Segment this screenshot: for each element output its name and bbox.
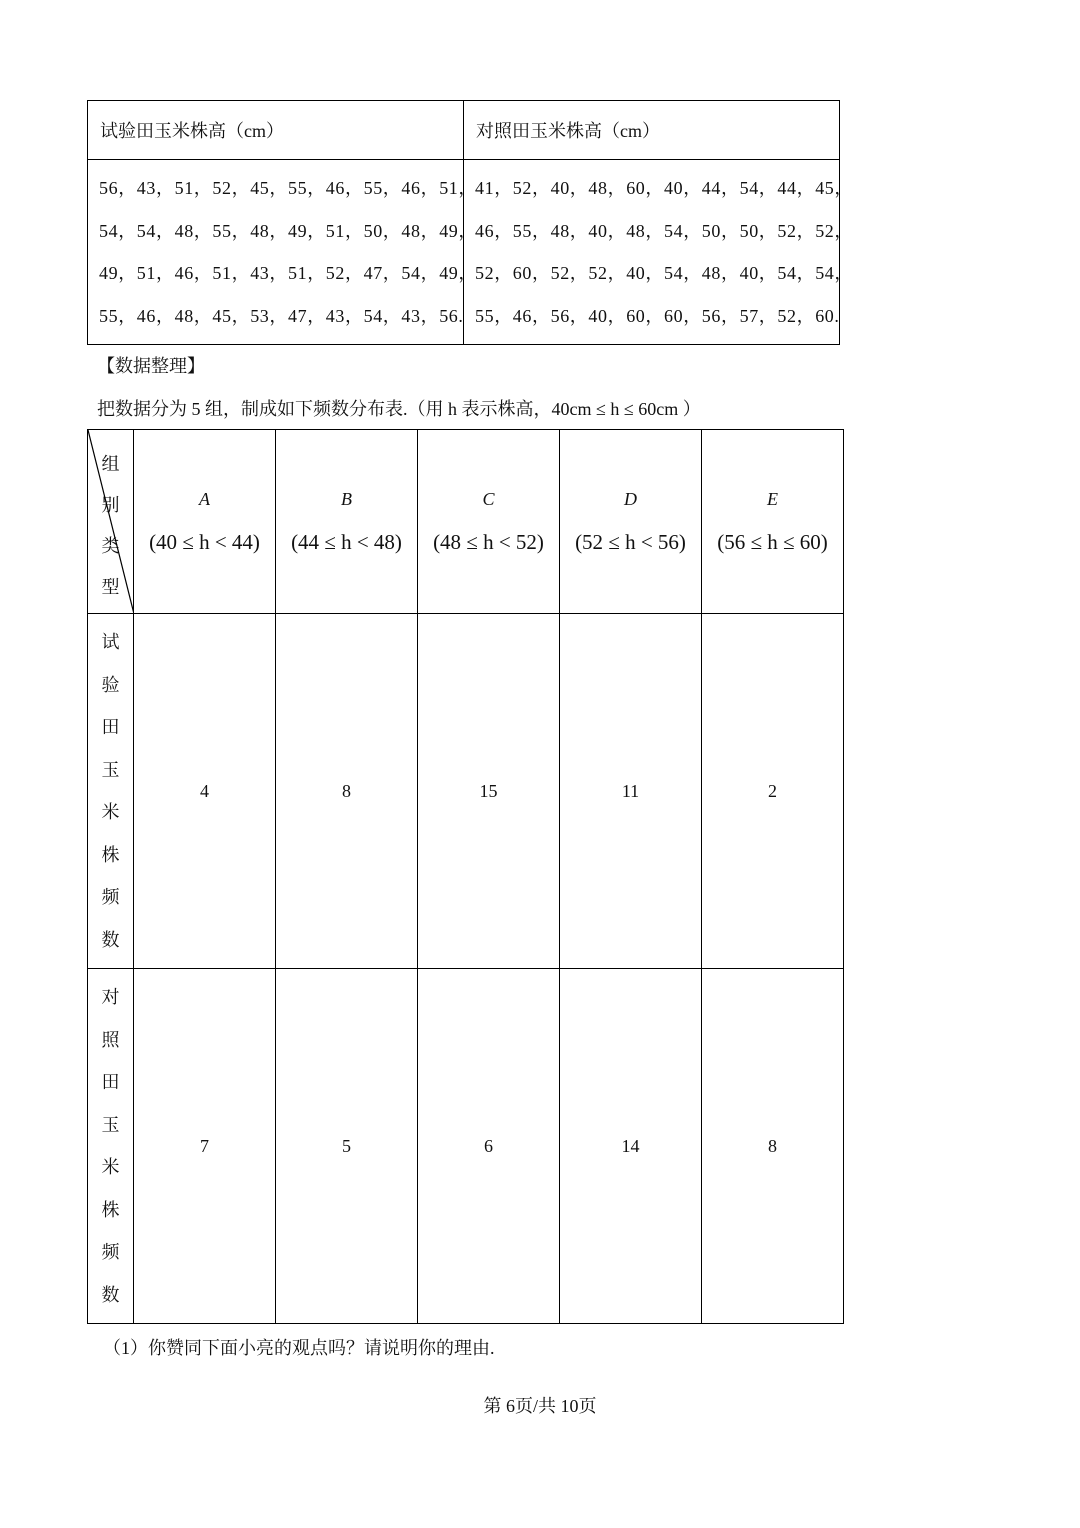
freq-cell: 15 bbox=[418, 614, 560, 969]
data-line: 55，46，56，40，60，60，56，57，52，60. bbox=[475, 305, 840, 326]
freq-cell: 11 bbox=[560, 614, 702, 969]
experimental-header: 试验田玉米株高（cm） bbox=[88, 101, 464, 160]
group-range: (40 ≤ h < 44) bbox=[149, 529, 260, 554]
control-header: 对照田玉米株高（cm） bbox=[464, 101, 840, 160]
group-d-header bbox=[560, 430, 702, 614]
freq-cell: 8 bbox=[702, 969, 844, 1324]
data-line: 46，55，48，40，48，54，50，50，52，52， bbox=[475, 220, 853, 241]
group-a-header bbox=[134, 430, 276, 614]
freq-cell: 5 bbox=[276, 969, 418, 1324]
freq-cell: 7 bbox=[134, 969, 276, 1324]
label-char: 玉 bbox=[101, 759, 120, 780]
label-char: 米 bbox=[101, 802, 120, 822]
data-line: 55，46，48，45，53，47，43，54，43，56. bbox=[99, 305, 464, 326]
freq-cell: 2 bbox=[702, 614, 844, 969]
group-name: C bbox=[482, 488, 495, 509]
label-char: 株 bbox=[101, 844, 120, 865]
data-line: 41，52，40，48，60，40，44，54，44，45， bbox=[475, 178, 853, 198]
frequency-table bbox=[87, 429, 844, 1324]
label-char: 玉 bbox=[101, 1114, 120, 1135]
data-line: 54，54，48，55，48，49，51，50，48，49， bbox=[99, 220, 477, 241]
group-b-header bbox=[276, 430, 418, 614]
group-c-header bbox=[418, 430, 560, 614]
diagonal-line bbox=[88, 430, 134, 614]
label-char: 试 bbox=[101, 632, 120, 652]
group-e-header bbox=[702, 430, 844, 614]
instruction-text: 把数据分为 5 组，制成如下频数分布表.（用 h 表示株高，40cm ≤ h ≤ 60cm ） bbox=[97, 399, 701, 419]
row-label-control bbox=[88, 969, 134, 1324]
group-range: (48 ≤ h < 52) bbox=[433, 529, 544, 554]
corner-char: 型 bbox=[101, 577, 120, 598]
corner-char: 类 bbox=[101, 536, 120, 557]
data-line: 56，43，51，52，45，55，46，55，46，51， bbox=[99, 178, 477, 198]
freq-cell: 8 bbox=[276, 614, 418, 969]
group-range: (44 ≤ h < 48) bbox=[291, 529, 402, 554]
corner-char: 组 bbox=[101, 453, 120, 474]
label-char: 频 bbox=[101, 887, 120, 907]
page-footer: 第 6页/共 10页 bbox=[483, 1396, 597, 1416]
corner-char: 别 bbox=[101, 494, 120, 515]
group-range: (52 ≤ h < 56) bbox=[575, 529, 686, 554]
label-char: 田 bbox=[101, 1072, 120, 1092]
data-line: 52，60，52，52，40，54，48，40，54，54， bbox=[475, 263, 853, 283]
table-row bbox=[88, 969, 844, 1324]
row-label-experimental bbox=[88, 614, 134, 969]
freq-cell: 4 bbox=[134, 614, 276, 969]
group-name: D bbox=[624, 488, 637, 509]
experimental-data bbox=[88, 160, 477, 345]
label-char: 株 bbox=[101, 1199, 120, 1220]
freq-cell: 14 bbox=[560, 969, 702, 1324]
group-name: E bbox=[767, 488, 778, 509]
table-row bbox=[88, 614, 844, 969]
label-char: 数 bbox=[101, 1284, 120, 1305]
corner-cell bbox=[88, 430, 134, 614]
label-char: 照 bbox=[101, 1029, 120, 1050]
data-line: 49，51，46，51，43，51，52，47，54，49， bbox=[99, 263, 477, 283]
label-char: 验 bbox=[101, 674, 120, 695]
label-char: 米 bbox=[101, 1157, 120, 1177]
section-title: 【数据整理】 bbox=[97, 356, 205, 376]
label-char: 对 bbox=[101, 987, 120, 1007]
group-name: A bbox=[199, 488, 210, 509]
freq-cell: 6 bbox=[418, 969, 560, 1324]
label-char: 频 bbox=[101, 1242, 120, 1262]
label-char: 田 bbox=[101, 717, 120, 737]
control-data bbox=[464, 160, 853, 345]
question-text: （1）你赞同下面小亮的观点吗？请说明你的理由. bbox=[103, 1338, 495, 1358]
group-range: (56 ≤ h ≤ 60) bbox=[717, 529, 828, 554]
height-data-table bbox=[87, 100, 853, 345]
label-char: 数 bbox=[101, 929, 120, 950]
group-name: B bbox=[341, 488, 352, 509]
